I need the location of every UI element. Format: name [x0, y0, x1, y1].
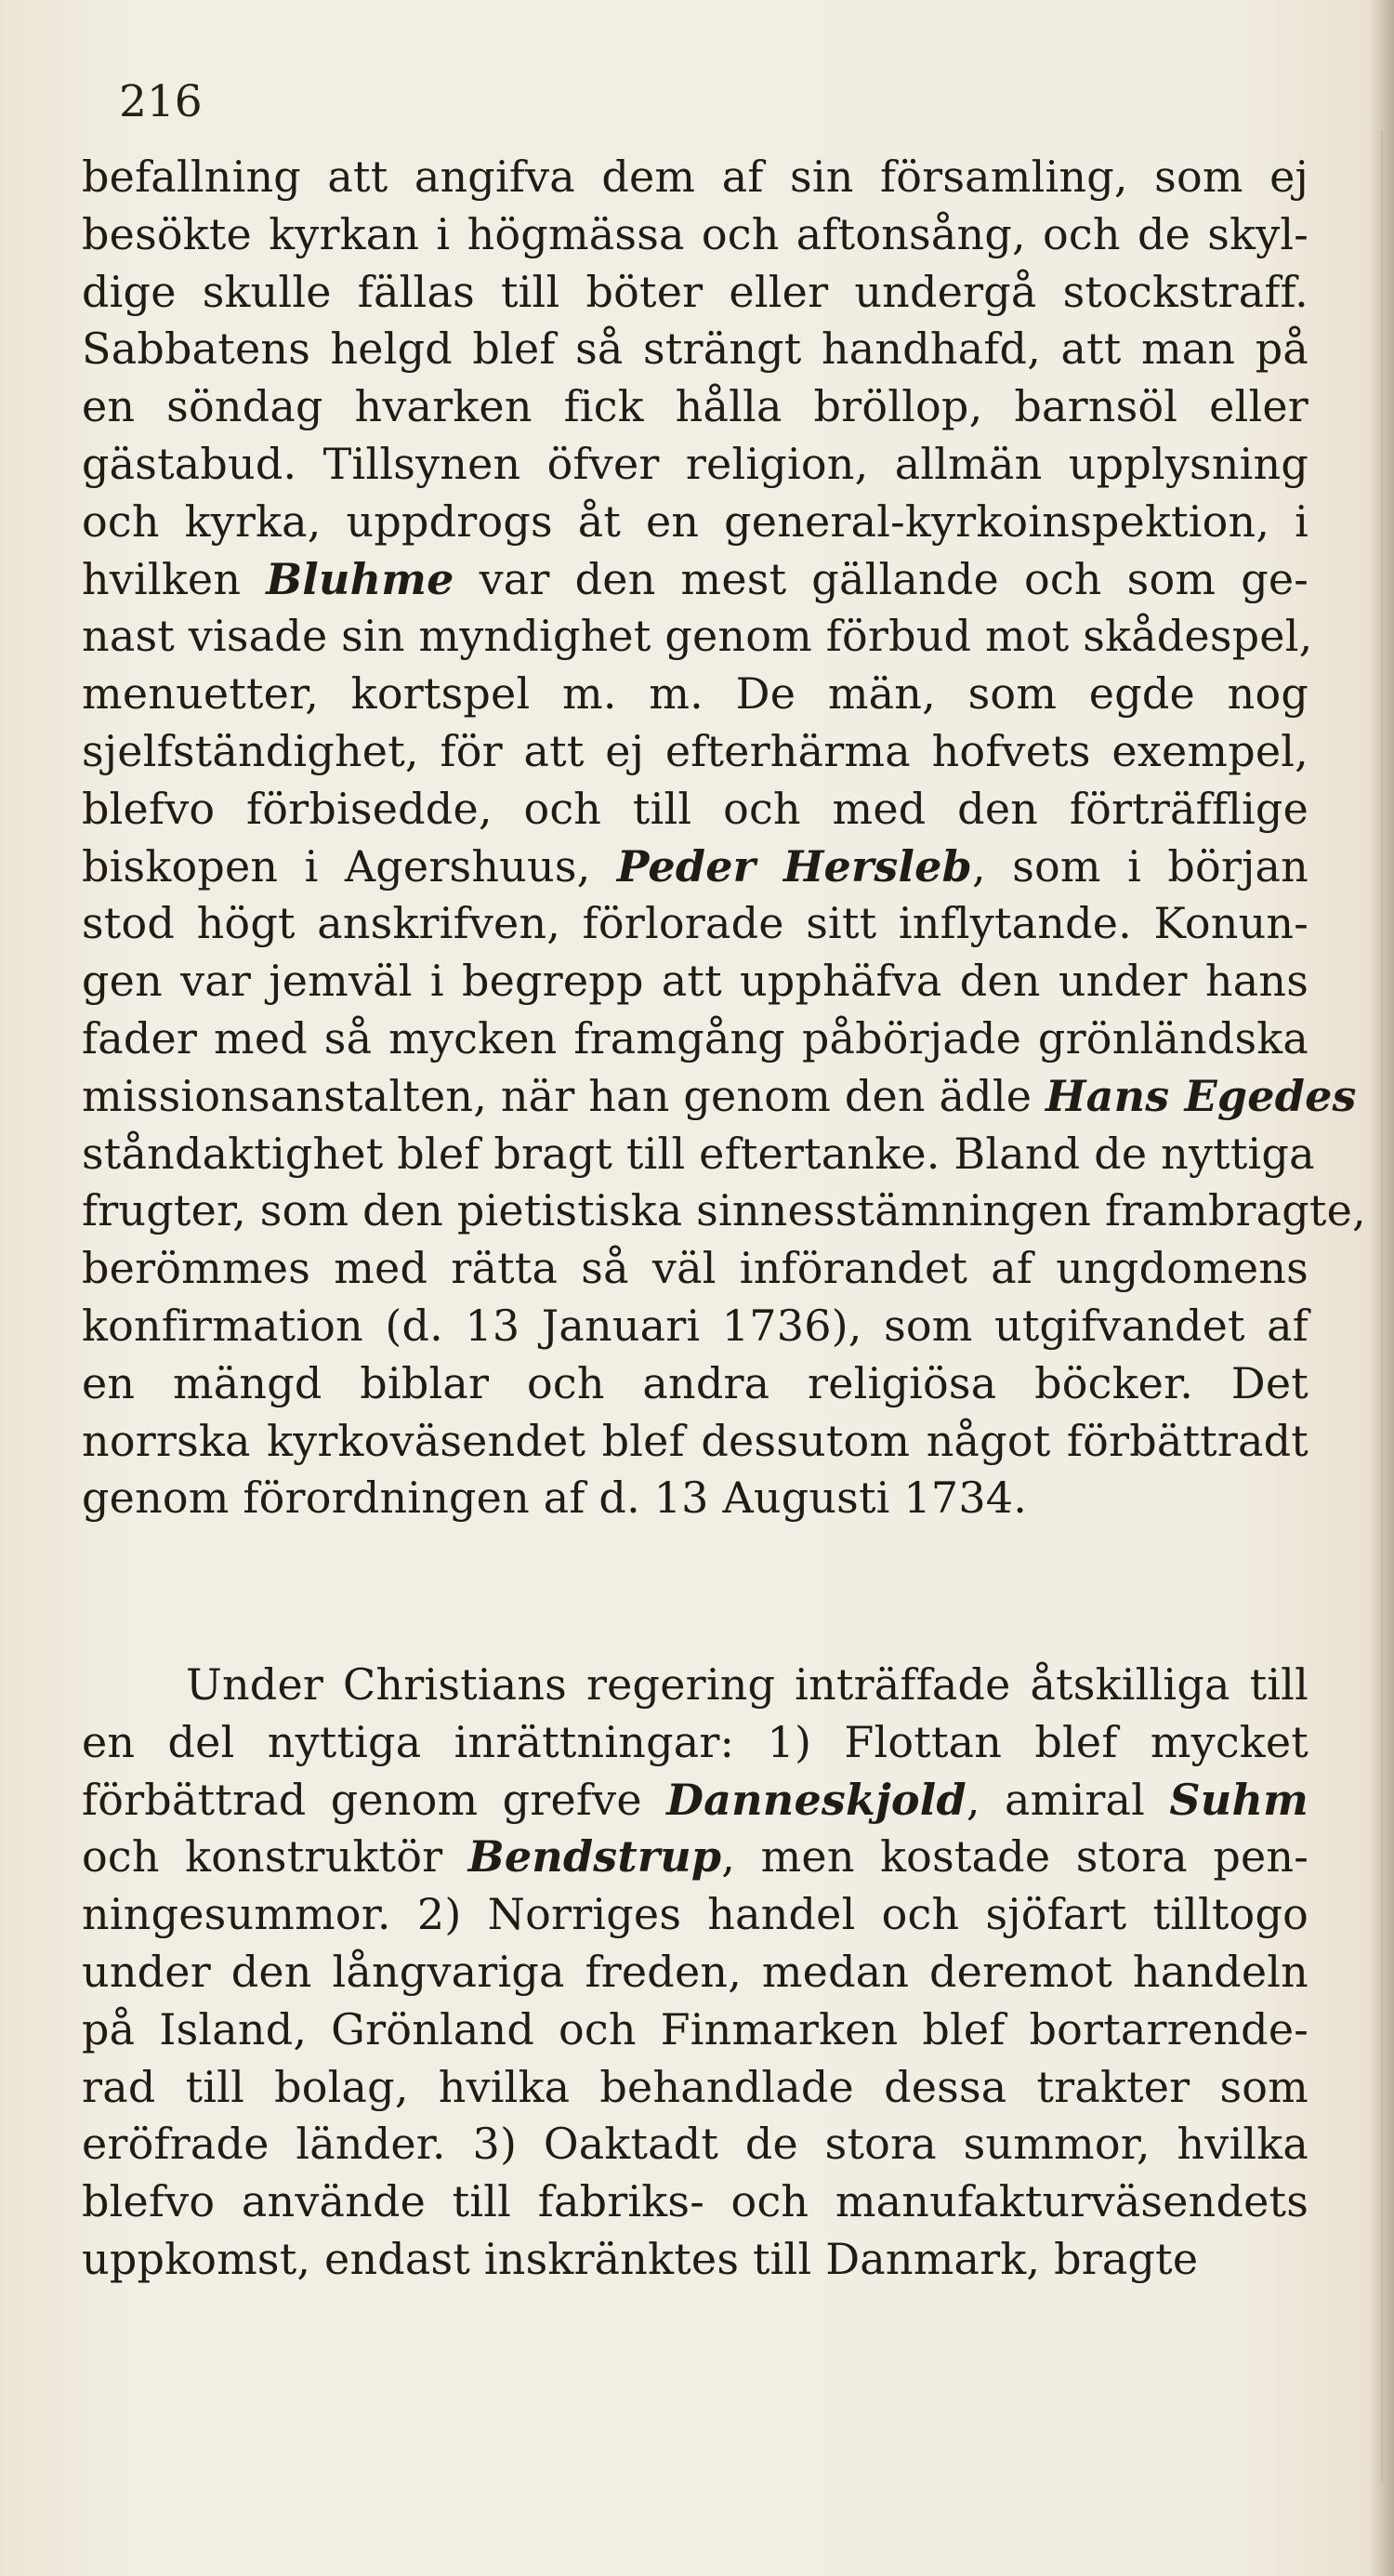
text-run: rad till bolag, hvilka behandlade dessa trakter som — [82, 2061, 1309, 2112]
paragraph-1-line — [82, 206, 1309, 264]
text-run: Under Christians regering inträffade åtskilliga till — [186, 1659, 1309, 1710]
paragraph-1-line — [82, 953, 1309, 1011]
text-run: uppkomst, endast inskränktes till Danmark, bragte — [82, 2233, 1199, 2284]
paragraph-1-line — [82, 1298, 1309, 1355]
paragraph-2-line — [82, 1657, 1309, 1714]
text-run: ningesummor. 2) Norriges handel och sjöfart tilltogo — [82, 1889, 1309, 1940]
text-run: hvilken — [82, 553, 267, 604]
italic-name: Bluhme — [266, 553, 454, 604]
text-run: och kyrka, uppdrogs åt en general-kyrkoinspektion, i — [82, 495, 1309, 547]
text-run: ståndaktighet blef bragt till eftertanke. Bland de nyttiga — [82, 1128, 1315, 1179]
text-run: blefvo förbisedde, och till och med den förträfflige — [82, 783, 1309, 834]
text-run: Sabbatens helgd blef så strängt handhafd, att man på — [82, 324, 1309, 375]
italic-name: Hans Egedes — [1045, 1070, 1357, 1121]
text-run: förbättrad genom grefve — [82, 1774, 667, 1825]
paragraph-2 — [82, 1657, 1309, 2289]
text-run: , men kostade stora pen- — [721, 1831, 1309, 1882]
text-run: blefvo använde till fabriks- och manufakturväsendets — [82, 2176, 1309, 2227]
italic-name: Peder Hersleb — [616, 840, 973, 892]
text-run: genom förordningen af d. 13 Augusti 1734. — [82, 1473, 1028, 1524]
text-run: en mängd biblar och andra religiösa böcker. Det — [82, 1357, 1309, 1408]
paragraph-1-line — [82, 839, 1309, 896]
paragraph-1-line — [82, 666, 1309, 723]
paragraph-1-line — [82, 1011, 1309, 1068]
text-run: konfirmation (d. 13 Januari 1736), som utgifvandet af — [82, 1300, 1309, 1351]
text-run: dige skulle fällas till böter eller undergå stockstraff. — [82, 266, 1309, 317]
paragraph-1-line — [82, 1355, 1309, 1413]
paragraph-2-line — [82, 2059, 1309, 2117]
paragraph-1-line — [82, 781, 1309, 839]
text-run: på Island, Grönland och Finmarken blef bortarrende- — [82, 2003, 1309, 2054]
text-run: , amiral — [966, 1774, 1170, 1825]
paragraph-2-line — [82, 1829, 1309, 1886]
paragraph-2-line — [82, 2116, 1309, 2173]
text-run: stod högt anskrifven, förlorade sitt inflytande. Konun- — [82, 898, 1309, 949]
paragraph-1-line — [82, 264, 1309, 322]
text-run: missionsanstalten, när han genom den ädle — [82, 1070, 1046, 1121]
text-run: sjelfständighet, för att ej efterhärma hofvets exempel, — [82, 725, 1309, 776]
text-run: frugter, som den pietistiska sinnesstämningen frambragte, — [82, 1185, 1366, 1236]
paragraph-2-line — [82, 2173, 1309, 2231]
text-run: eröfrade länder. 3) Oaktadt de stora summor, hvilka — [82, 2119, 1309, 2170]
text-run: befallning att angifva dem af sin församling, som ej — [82, 152, 1309, 202]
italic-name: Bendstrup — [467, 1831, 722, 1882]
text-run: norrska kyrkoväsendet blef dessutom något förbättradt — [82, 1415, 1309, 1466]
paragraph-2-line — [82, 1886, 1309, 1944]
paragraph-1-line — [82, 1413, 1309, 1471]
paragraph-2-line — [82, 2231, 1309, 2289]
italic-name: Suhm — [1169, 1774, 1309, 1825]
text-run: gästabud. Tillsynen öfver religion, allmän upplysning — [82, 438, 1309, 489]
text-run: biskopen i Agershuus, — [82, 840, 617, 892]
page-gutter — [1370, 0, 1394, 2576]
text-run: en del nyttiga inrättningar: 1) Flottan blef mycket — [82, 1716, 1309, 1767]
paragraph-1-line — [82, 1068, 1357, 1126]
paragraph-1-line — [82, 149, 1309, 206]
text-run: berömmes med rätta så väl införandet af ungdomens — [82, 1243, 1309, 1294]
paragraph-1 — [82, 149, 1366, 1527]
paragraph-1-line — [82, 436, 1309, 494]
paragraph-2-line — [82, 2001, 1309, 2059]
paragraph-1-line — [82, 1240, 1309, 1298]
paragraph-1-line — [82, 1182, 1366, 1240]
text-run: , som i början — [972, 840, 1309, 892]
text-run: fader med så mycken framgång påbörjade grönländska — [82, 1012, 1309, 1063]
paragraph-1-line — [82, 378, 1309, 436]
italic-name: Danneskjold — [666, 1774, 967, 1825]
paragraph-2-line — [82, 1944, 1309, 2001]
paragraph-1-line — [82, 1470, 1309, 1527]
paragraph-1-line — [82, 494, 1309, 551]
text-run: var den mest gällande och som ge- — [454, 553, 1309, 604]
text-run: nast visade sin myndighet genom förbud mot skådespel, — [82, 611, 1313, 662]
text-run: gen var jemväl i begrepp att upphäfva den under hans — [82, 956, 1309, 1007]
paragraph-2-line — [82, 1714, 1309, 1772]
gutter-line — [1381, 130, 1383, 2482]
paragraph-2-line — [82, 1772, 1309, 1830]
text-run: besökte kyrkan i högmässa och aftonsång, och de skyl- — [82, 208, 1309, 259]
page-number: 216 — [119, 76, 203, 127]
text-run: och konstruktör — [82, 1831, 468, 1882]
text-run: under den långvariga freden, medan deremot handeln — [82, 1946, 1309, 1997]
text-run: menuetter, kortspel m. m. De män, som egde nog — [82, 668, 1309, 720]
paragraph-1-line — [82, 723, 1309, 781]
text-run: en söndag hvarken fick hålla bröllop, barnsöl eller — [82, 381, 1309, 432]
paragraph-1-line — [82, 1126, 1315, 1183]
paragraph-1-line — [82, 321, 1309, 378]
paragraph-1-line — [82, 551, 1309, 609]
paragraph-1-line — [82, 895, 1309, 953]
paragraph-1-line — [82, 608, 1313, 666]
